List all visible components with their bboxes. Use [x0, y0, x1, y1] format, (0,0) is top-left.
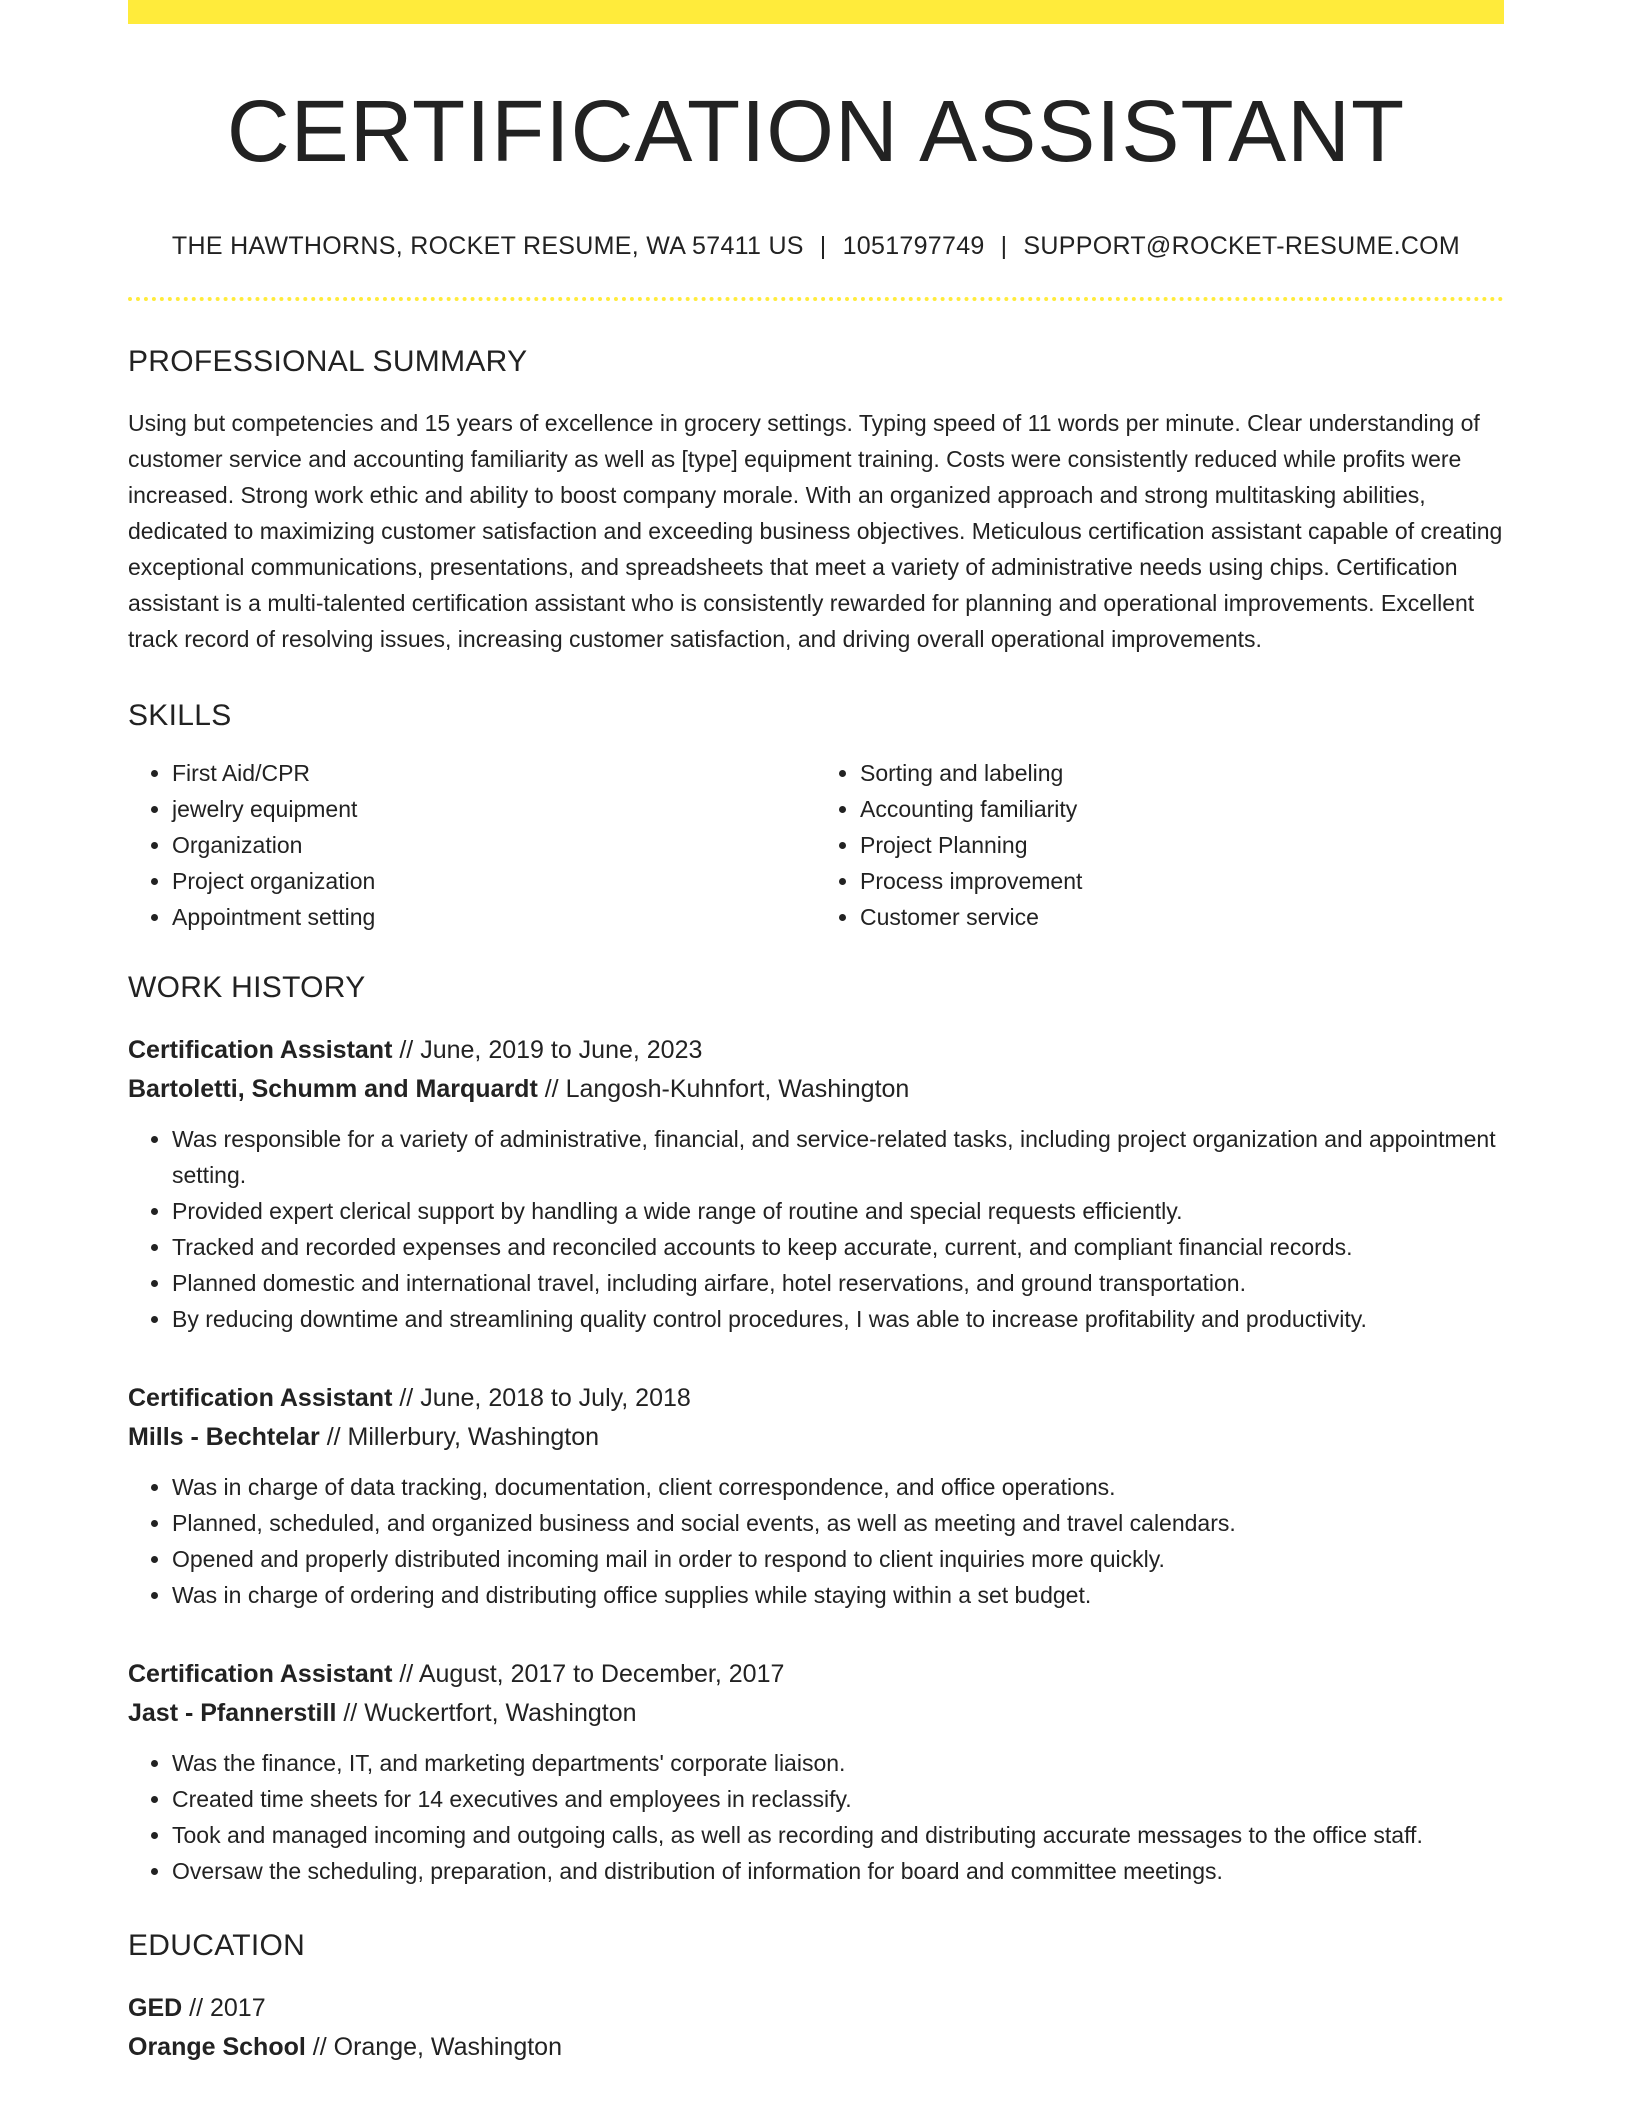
job-entry — [128, 1655, 1504, 1889]
job-role-line — [128, 1031, 1504, 1070]
job-company: Bartoletti, Schumm and Marquardt — [128, 1074, 538, 1103]
job-bullets — [128, 1121, 1504, 1337]
education-divider: // — [312, 2032, 327, 2061]
education-school: Orange School — [128, 2032, 306, 2061]
job-bullets — [128, 1745, 1504, 1889]
contact-email: SUPPORT@ROCKET-RESUME.COM — [1023, 231, 1461, 260]
contact-line — [128, 232, 1504, 261]
job-role-line — [128, 1655, 1504, 1694]
skill-item: • Sorting and labeling — [860, 755, 1504, 791]
job-bullet: • Planned domestic and international travel, including airfare, hotel reservations, and ground transportation. — [172, 1265, 1504, 1301]
skill-item: • First Aid/CPR — [172, 755, 816, 791]
job-company: Jast - Pfannerstill — [128, 1698, 337, 1727]
job-role: Certification Assistant — [128, 1035, 393, 1064]
job-role-line — [128, 1379, 1504, 1418]
job-divider: // — [399, 1659, 414, 1688]
skills-column-left — [128, 755, 816, 935]
job-bullets — [128, 1469, 1504, 1613]
skills-column-right — [816, 755, 1504, 935]
job-bullet: • Was in charge of ordering and distributing office supplies while staying within a set budget. — [172, 1577, 1504, 1613]
job-role: Certification Assistant — [128, 1659, 393, 1688]
education-location: Orange, Washington — [333, 2032, 562, 2061]
summary-text: Using but competencies and 15 years of excellence in grocery settings. Typing speed of 11 words per minute. Clear understanding of customer service and accounting familiarity as well as [type] equipment training. Costs were consistently reduced while profits were increased. Strong work ethic and ability to boost company morale. With an organized approach and strong multitasking abilities, dedicated to maximizing customer satisfaction and exceeding business objectives. Meticulous certification assistant capable of creating exceptional communications, presentations, and spreadsheets that meet a variety of administrative needs using chips. Certification assistant is a multi-talented certification assistant who is consistently rewarded for planning and operational improvements. Excellent track record of resolving issues, increasing customer satisfaction, and driving overall operational improvements. — [128, 409, 1503, 652]
job-divider: // — [544, 1074, 559, 1103]
job-entry — [128, 1031, 1504, 1337]
skill-item: • Appointment setting — [172, 899, 816, 935]
job-bullet: • Created time sheets for 14 executives and employees in reclassify. — [172, 1781, 1504, 1817]
contact-phone: 1051797749 — [842, 231, 985, 260]
skill-item: • Project Planning — [860, 827, 1504, 863]
job-bullet: • Was the finance, IT, and marketing departments' corporate liaison. — [172, 1745, 1504, 1781]
skill-item: • Process improvement — [860, 863, 1504, 899]
contact-separator: | — [1000, 231, 1008, 260]
job-dates: June, 2019 to June, 2023 — [420, 1035, 703, 1064]
job-company: Mills - Bechtelar — [128, 1422, 320, 1451]
skill-item: • jewelry equipment — [172, 791, 816, 827]
skill-item: • Project organization — [172, 863, 816, 899]
job-divider: // — [326, 1422, 341, 1451]
job-divider: // — [399, 1035, 414, 1064]
skills-grid — [128, 755, 1504, 935]
job-bullet: • By reducing downtime and streamlining quality control procedures, I was able to increase profitability and productivity. — [172, 1301, 1504, 1337]
education-year: 2017 — [210, 1993, 266, 2022]
job-dates: June, 2018 to July, 2018 — [420, 1383, 691, 1412]
job-bullet: • Opened and properly distributed incoming mail in order to respond to client inquiries more quickly. — [172, 1541, 1504, 1577]
section-title-skills: SKILLS — [128, 698, 232, 732]
dotted-divider — [128, 297, 1504, 301]
job-location: Millerbury, Washington — [347, 1422, 600, 1451]
education-degree-line — [128, 1989, 1504, 2028]
section-title-summary: PROFESSIONAL SUMMARY — [128, 344, 528, 378]
job-divider: // — [343, 1698, 358, 1727]
education-divider: // — [189, 1993, 204, 2022]
job-bullet: • Oversaw the scheduling, preparation, and distribution of information for board and committee meetings. — [172, 1853, 1504, 1889]
job-bullet: • Was in charge of data tracking, documentation, client correspondence, and office operations. — [172, 1469, 1504, 1505]
education-degree: GED — [128, 1993, 183, 2022]
job-location: Wuckertfort, Washington — [364, 1698, 637, 1727]
job-company-line — [128, 1070, 1504, 1109]
job-location: Langosh-Kuhnfort, Washington — [565, 1074, 910, 1103]
job-role: Certification Assistant — [128, 1383, 393, 1412]
job-company-line — [128, 1694, 1504, 1733]
job-bullet: • Provided expert clerical support by handling a wide range of routine and special requests efficiently. — [172, 1193, 1504, 1229]
education-entry — [128, 1989, 1504, 2067]
contact-address: THE HAWTHORNS, ROCKET RESUME, WA 57411 US — [171, 231, 804, 260]
section-title-education: EDUCATION — [128, 1928, 306, 1962]
job-bullet: • Tracked and recorded expenses and reconciled accounts to keep accurate, current, and compliant financial records. — [172, 1229, 1504, 1265]
accent-top-bar — [128, 0, 1504, 24]
skill-item: • Customer service — [860, 899, 1504, 935]
job-bullet: • Took and managed incoming and outgoing calls, as well as recording and distributing accurate messages to the office staff. — [172, 1817, 1504, 1853]
job-company-line — [128, 1418, 1504, 1457]
job-dates: August, 2017 to December, 2017 — [418, 1659, 785, 1688]
skill-item: • Organization — [172, 827, 816, 863]
education-school-line — [128, 2028, 1504, 2067]
job-bullet: • Was responsible for a variety of administrative, financial, and service-related tasks, including project organization and appointment setting. — [172, 1121, 1504, 1193]
contact-separator: | — [819, 231, 827, 260]
section-title-work-history: WORK HISTORY — [128, 970, 366, 1004]
job-divider: // — [399, 1383, 414, 1412]
resume-name: CERTIFICATION ASSISTANT — [226, 83, 1406, 180]
resume-page — [128, 0, 1504, 2067]
job-bullet: • Planned, scheduled, and organized business and social events, as well as meeting and travel calendars. — [172, 1505, 1504, 1541]
skill-item: • Accounting familiarity — [860, 791, 1504, 827]
job-entry — [128, 1379, 1504, 1613]
